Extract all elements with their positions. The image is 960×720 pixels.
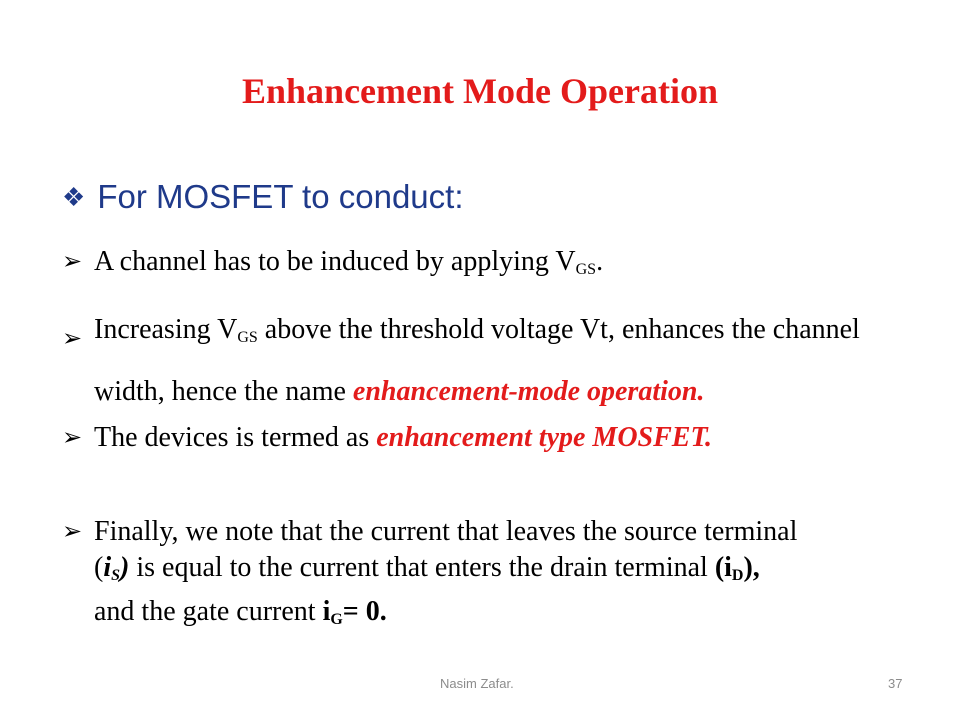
footer-author: Nasim Zafar.	[440, 676, 514, 691]
arrow-bullet-icon: ➢	[62, 326, 83, 352]
emphasis-text: enhancement type MOSFET.	[376, 422, 713, 453]
heading-text: For MOSFET to conduct:	[97, 178, 464, 215]
arrow-bullet-icon: ➢	[62, 425, 83, 451]
page-number: 37	[888, 676, 903, 691]
item-text: Finally, we note that the current that leaves the source terminal $(i_S)$ is equal to the current that enters the drain terminal $(i_D)$, and the gate current $i_G= 0$.	[94, 516, 798, 628]
list-item	[62, 514, 912, 638]
diamond-bullet-icon: ❖	[62, 181, 86, 212]
slide-title: Enhancement Mode Operation	[242, 71, 718, 111]
list-item	[62, 420, 912, 456]
item-text: A channel has to be induced by applying $V_{GS}$.	[94, 246, 604, 278]
arrow-bullet-icon: ➢	[62, 249, 83, 275]
list-item	[62, 312, 912, 419]
item-text: Increasing $V_{GS}$ above the threshold voltage Vt, enhances the channel width, hence the name enhancement-mode operation.	[94, 314, 860, 407]
section-heading	[62, 178, 464, 216]
emphasis-text: enhancement-mode operation.	[352, 376, 705, 407]
arrow-bullet-icon: ➢	[62, 519, 83, 545]
list-item	[62, 244, 912, 288]
item-text: The devices is termed as enhancement type MOSFET.	[94, 422, 713, 453]
